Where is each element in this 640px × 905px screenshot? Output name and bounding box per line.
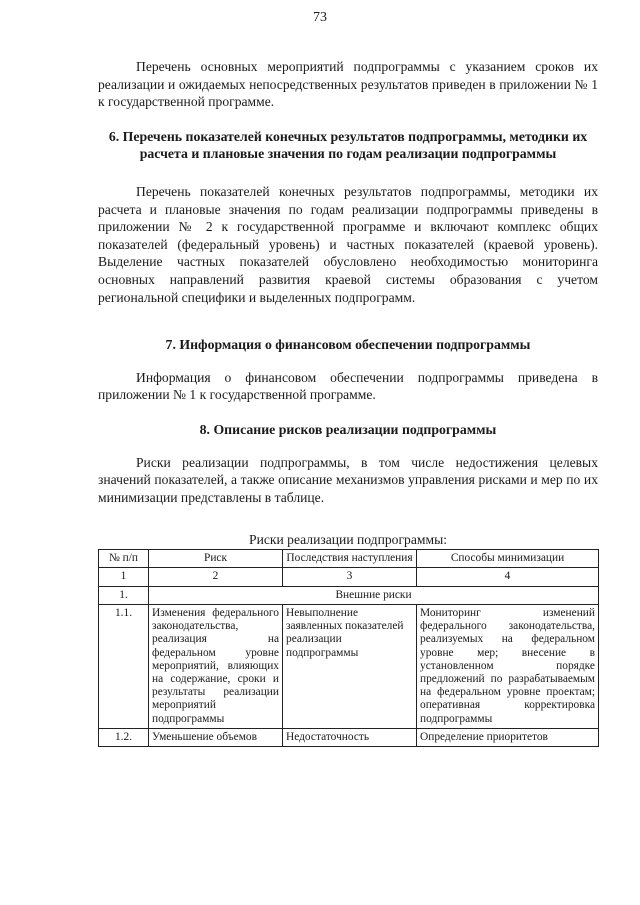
section-6-title: 6. Перечень показателей конечных результатов подпрограммы, методики их расчета и плановые значения по годам реализации подпрограммы — [108, 128, 588, 162]
consequence-cell: Невыполнение заявленных показателей реализации подпрограммы — [283, 604, 417, 728]
column-number: 3 — [283, 568, 417, 586]
column-number: 1 — [99, 568, 149, 586]
risk-cell: Изменения федерального законодательства, реализация на федеральном уровне мероприятий, влияющих на содержание, сроки и результаты реализации мероприятий подпрограммы — [149, 604, 283, 728]
column-number: 4 — [417, 568, 599, 586]
page-number: 73 — [313, 10, 327, 25]
column-number-row — [99, 568, 599, 586]
table-header-row — [99, 550, 599, 568]
mitigation-cell: Определение приоритетов — [417, 728, 599, 746]
document-body — [98, 58, 598, 747]
row-number: 1.1. — [99, 604, 149, 728]
header-risk: Риск — [149, 550, 283, 568]
group-row — [99, 586, 599, 604]
section-7-title: 7. Информация о финансовом обеспечении подпрограммы — [165, 337, 531, 353]
consequence-cell: Недостаточность — [283, 728, 417, 746]
header-number: № п/п — [99, 550, 149, 568]
group-number: 1. — [99, 586, 149, 604]
column-number: 2 — [149, 568, 283, 586]
header-consequence: Последствия наступления — [283, 550, 417, 568]
table-row — [99, 604, 599, 728]
intro-paragraph: Перечень основных мероприятий подпрограммы с указанием сроков их реализации и ожидаемых непосредственных результатов приведен в приложении № 1 к государственной программе. — [98, 59, 598, 110]
table-row — [99, 728, 599, 746]
section-8-paragraph: Риски реализации подпрограммы, в том числе недостижения целевых значений показателей, а также описание механизмов управления рисками и мер по их минимизации представлены в таблице. — [98, 454, 598, 505]
group-title: Внешние риски — [149, 586, 599, 604]
risk-cell: Уменьшение объемов — [149, 728, 283, 746]
risk-table — [98, 549, 599, 747]
section-7-paragraph: Информация о финансовом обеспечении подпрограммы приведена в приложении № 1 к государственной программе. — [98, 369, 598, 403]
row-number: 1.2. — [99, 728, 149, 746]
header-mitigation: Способы минимизации — [417, 550, 599, 568]
risk-table-caption: Риски реализации подпрограммы: — [249, 532, 447, 548]
section-6-paragraph: Перечень показателей конечных результатов подпрограммы, методики их расчета и плановые значения по годам реализации подпрограммы приведены в приложении № 2 к государственной программе и включают комплекс общих показателей (федеральный уровень) и частных показателей (краевой уровень). Выделение частных показателей обусловлено необходимостью мониторинга основных направлений развития краевой системы образования с учетом региональной специфики и выделенных подпрограмм. — [98, 183, 598, 305]
mitigation-cell: Мониторинг изменений федерального законодательства, реализуемых на федеральном уровне мер; внесение в установленном порядке предложений по разрабатываемым на федеральном уровне проектам; оперативная корректировка подпрограммы — [417, 604, 599, 728]
section-8-title: 8. Описание рисков реализации подпрограммы — [199, 421, 497, 437]
